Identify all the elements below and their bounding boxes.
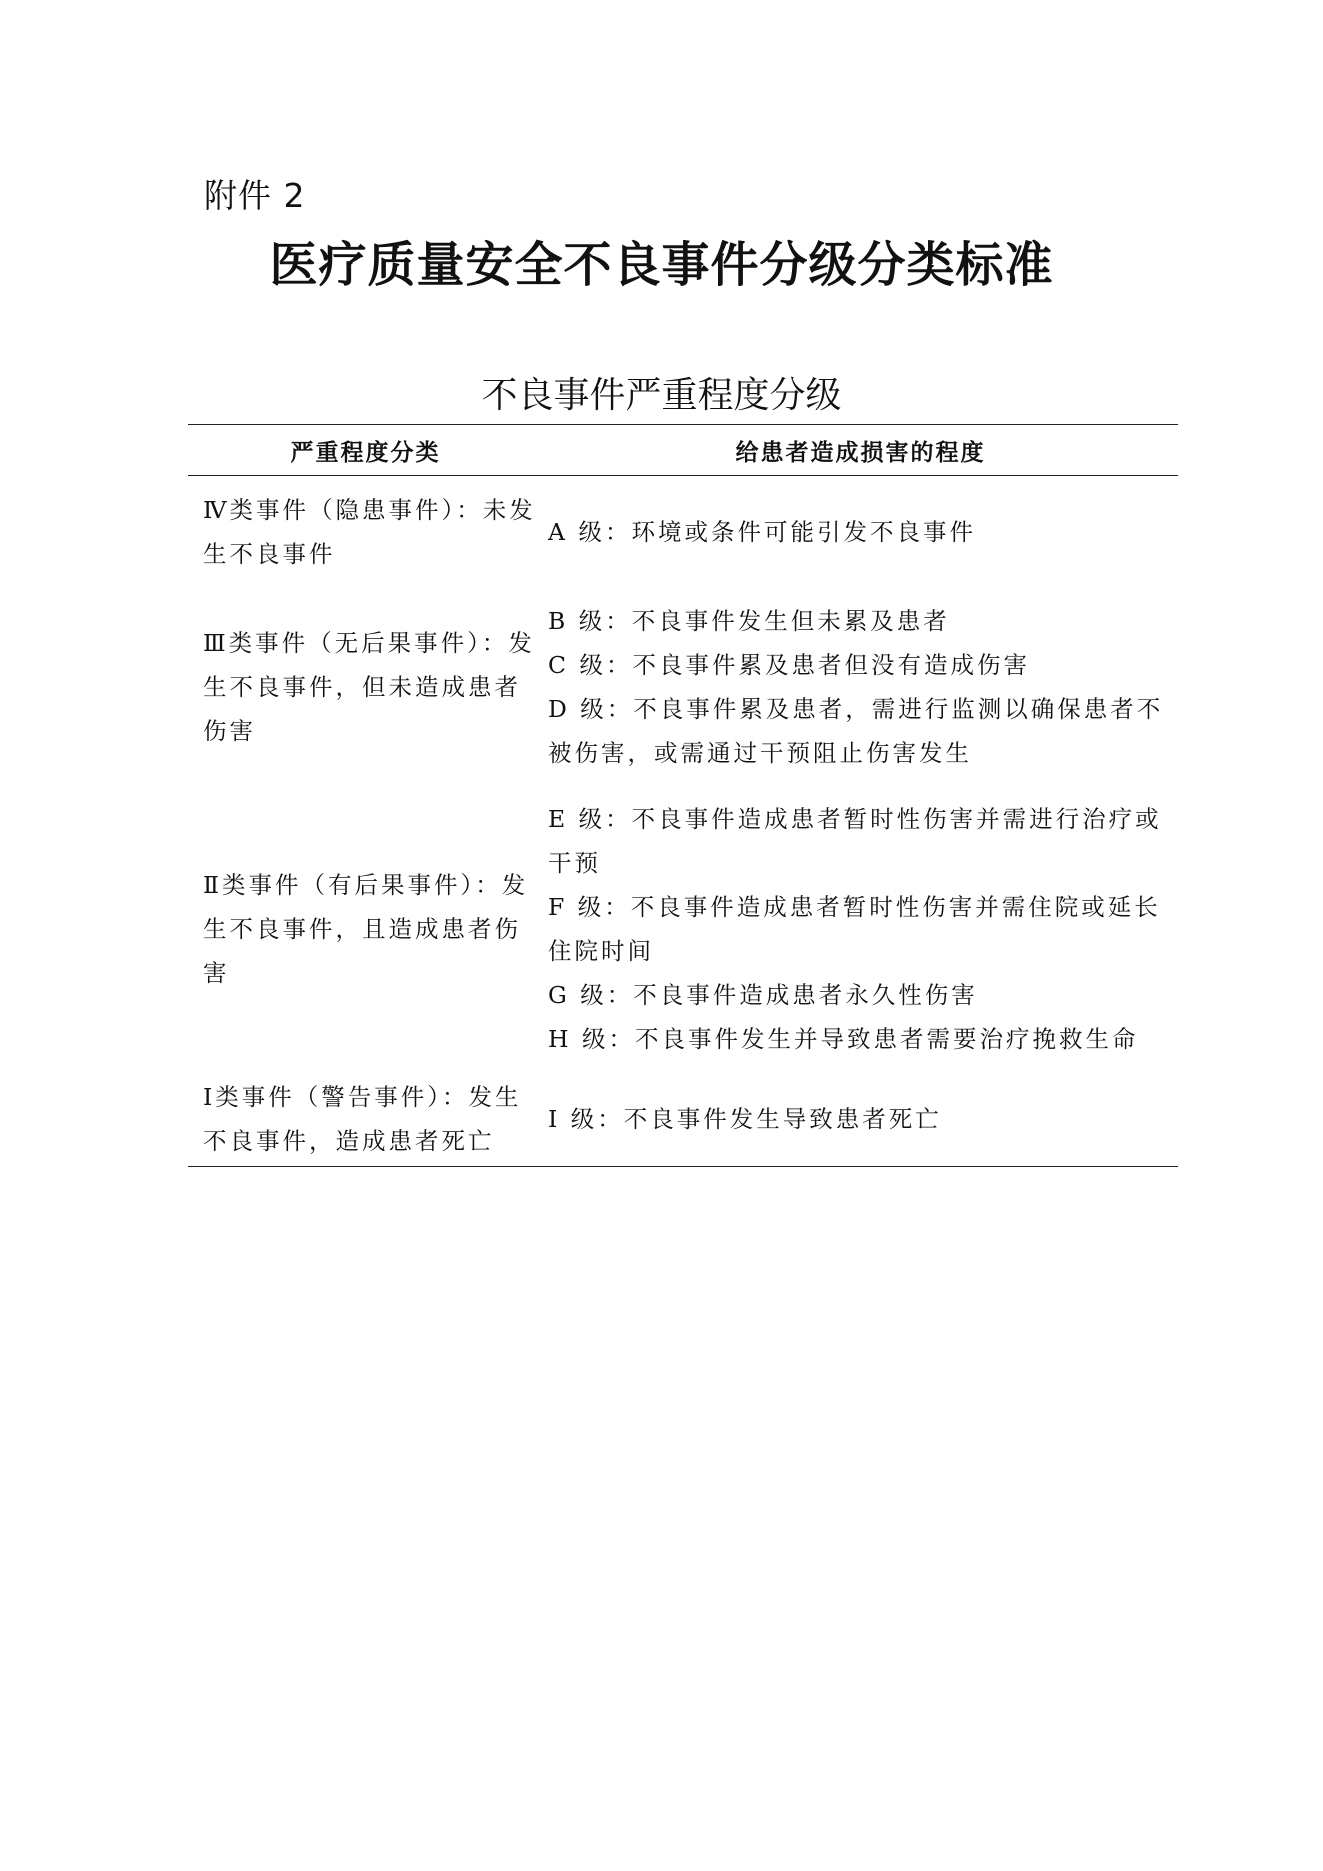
level-item: C 级：不良事件累及患者但没有造成伤害 [548, 651, 1030, 679]
level-item: F 级：不良事件造成患者暂时性伤害并需住院或延长住院时间 [548, 893, 1161, 965]
table-row [188, 786, 1178, 1072]
levels-cell [543, 599, 1178, 775]
level-item: H 级：不良事件发生并导致患者需要治疗挽救生命 [548, 1025, 1139, 1053]
document-title: 医疗质量安全不良事件分级分类标准 [269, 237, 1054, 293]
category-cell: Ⅰ类事件（警告事件）：发生不良事件，造成患者死亡 [203, 1083, 522, 1155]
table-header-row [188, 425, 1178, 476]
level-item: E 级：不良事件造成患者暂时性伤害并需进行治疗或干预 [548, 805, 1162, 877]
table-title: 不良事件严重程度分级 [481, 375, 842, 416]
attachment-label: 附件 2 [204, 176, 306, 215]
table-row [188, 1072, 1178, 1166]
level-item: B 级：不良事件发生但未累及患者 [548, 607, 950, 635]
category-cell: Ⅲ类事件（无后果事件）：发生不良事件，但未造成患者伤害 [203, 629, 535, 745]
category-cell: Ⅱ类事件（有后果事件）：发生不良事件，且造成患者伤害 [203, 871, 529, 987]
levels-cell [543, 1097, 1178, 1141]
levels-cell [543, 797, 1178, 1061]
severity-grade-table [188, 424, 1178, 1167]
level-item: A 级：环境或条件可能引发不良事件 [548, 518, 976, 546]
table-row [188, 588, 1178, 786]
table-row [188, 476, 1178, 588]
level-item: G 级：不良事件造成患者永久性伤害 [548, 981, 978, 1009]
header-severity-category: 严重程度分类 [290, 438, 441, 466]
header-harm-degree: 给患者造成损害的程度 [735, 438, 986, 466]
category-cell: Ⅳ类事件（隐患事件）：未发生不良事件 [203, 496, 536, 568]
levels-cell [543, 510, 1178, 554]
level-item: I 级：不良事件发生导致患者死亡 [548, 1105, 942, 1133]
level-item: D 级：不良事件累及患者，需进行监测以确保患者不被伤害，或需通过干预阻止伤害发生 [548, 695, 1164, 767]
